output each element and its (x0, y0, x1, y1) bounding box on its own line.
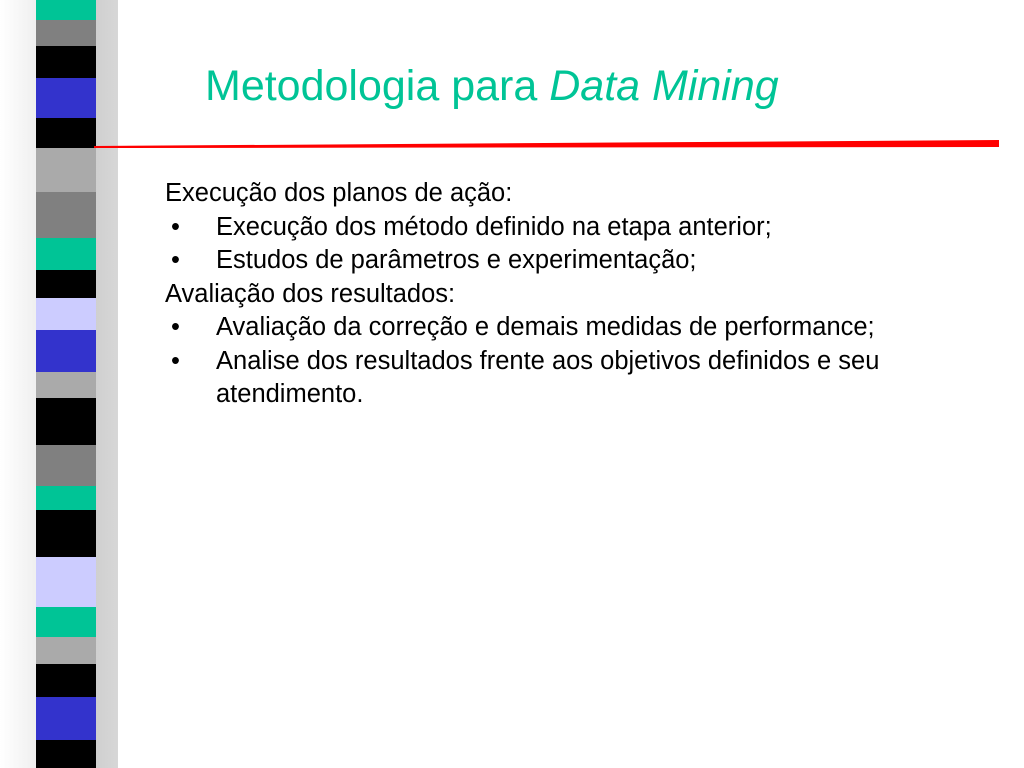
stripe-band (36, 192, 96, 238)
slide-title (205, 62, 779, 111)
stripe-band (36, 557, 96, 607)
bullet-text: Execução dos método definido na etapa anterior; (216, 212, 772, 241)
stripe-band (36, 330, 96, 372)
stripe-band (36, 0, 96, 20)
bullet-dot-icon: • (171, 313, 180, 341)
stripe-band (36, 118, 96, 148)
slide-body (165, 177, 905, 412)
stripe-pattern (0, 0, 118, 768)
stripe-band (36, 486, 96, 510)
stripe-band (36, 510, 96, 557)
stripe-band (36, 78, 96, 118)
stripe-band (36, 20, 96, 46)
stripe-band (36, 398, 96, 445)
bullet-text: Analise dos resultados frente aos objetivos definidos e seu atendimento. (216, 346, 880, 408)
bullet-item (165, 211, 905, 245)
stripe-band (36, 607, 96, 637)
decorative-side-strip (0, 0, 118, 768)
stripe-band (36, 372, 96, 398)
stripe-band (36, 46, 96, 78)
stripe-band (36, 697, 96, 740)
title-underline (94, 140, 999, 148)
title-emphasis: Data Mining (549, 62, 779, 110)
stripe-band (36, 445, 96, 486)
stripe-band (36, 664, 96, 697)
stripe-band (36, 740, 96, 768)
stripe-band (36, 238, 96, 270)
section-heading-execution: Execução dos planos de ação: (165, 179, 513, 207)
bullet-item (165, 311, 905, 345)
bullet-dot-icon: • (171, 212, 180, 241)
bullet-dot-icon: • (171, 346, 180, 375)
bullet-dot-icon: • (171, 246, 180, 274)
bullet-text: Avaliação da correção e demais medidas de performance; (216, 313, 875, 341)
bullet-text: Estudos de parâmetros e experimentação; (216, 246, 697, 274)
title-main: Metodologia para (205, 62, 550, 110)
stripe-band (36, 637, 96, 664)
section-heading-evaluation: Avaliação dos resultados: (165, 279, 456, 308)
stripe-band (36, 270, 96, 298)
bullet-item (165, 244, 905, 278)
stripe-band (36, 148, 96, 192)
stripe-band (36, 298, 96, 330)
bullet-item (165, 345, 905, 412)
